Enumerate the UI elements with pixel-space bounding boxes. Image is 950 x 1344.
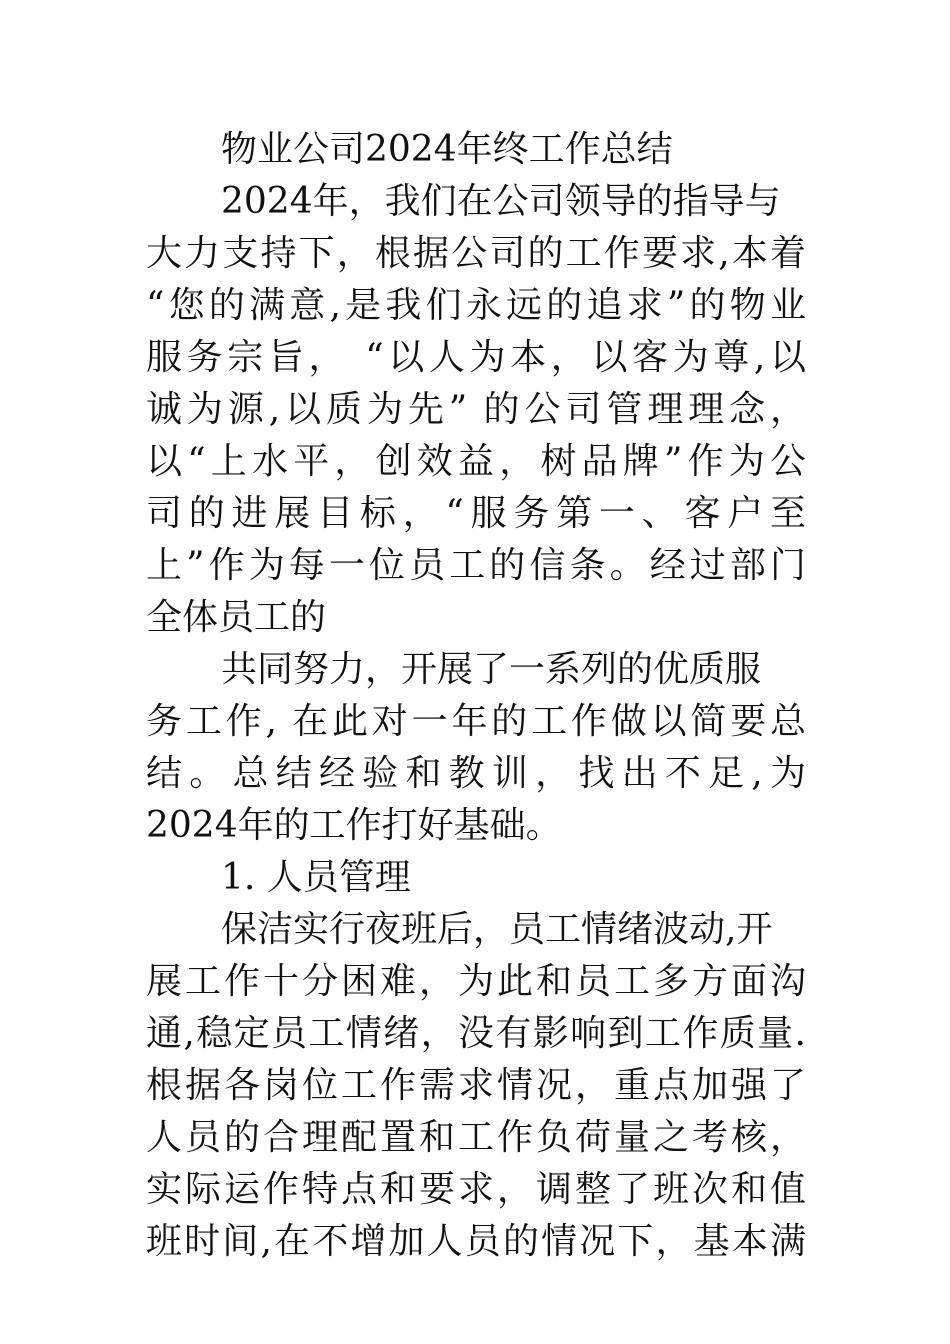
paragraph-line: 共同努力，开展了一系列的优质服 [221, 649, 762, 690]
paragraph-line: 班时间,在不增加人员的情况下，基本满 [146, 1221, 806, 1262]
paragraph-line: 展工作十分困难，为此和员工多方面沟 [146, 961, 806, 1002]
paragraph-line: 结。总结经验和教训，找出不足,为 [146, 753, 806, 794]
document-title: 物业公司2024年终工作总结 [221, 129, 673, 170]
section-heading: 1. 人员管理 [221, 857, 411, 898]
paragraph-line: 2024年的工作打好基础。 [146, 805, 562, 846]
paragraph-line: 人员的合理配置和工作负荷量之考核， [146, 1117, 806, 1158]
paragraph-line: 2024年，我们在公司领导的指导与 [221, 181, 781, 222]
paragraph-line: 全体员工的 [146, 597, 327, 638]
paragraph-line: 上”作为每一位员工的信条。经过部门 [146, 545, 806, 586]
paragraph-line: 实际运作特点和要求，调整了班次和值 [146, 1169, 806, 1210]
paragraph-line: 务工作, 在此对一年的工作做以简要总 [146, 701, 806, 742]
paragraph-line: 服务宗旨， “以人为本，以客为尊,以 [146, 337, 806, 378]
paragraph-line: “您的满意,是我们永远的追求”的物业 [146, 285, 806, 326]
paragraph-line: 大力支持下，根据公司的工作要求,本着 [146, 233, 806, 274]
paragraph-line: 司的进展目标，“服务第一、客户至 [146, 493, 806, 534]
paragraph-line: 以“上水平，创效益，树品牌”作为公 [146, 441, 806, 482]
paragraph-line: 保洁实行夜班后，员工情绪波动,开 [221, 909, 773, 950]
paragraph-line: 根据各岗位工作需求情况，重点加强了 [146, 1065, 806, 1106]
paragraph-line: 诚为源,以质为先” 的公司管理理念， [146, 389, 806, 430]
paragraph-line: 通,稳定员工情绪，没有影响到工作质量. [146, 1013, 806, 1054]
